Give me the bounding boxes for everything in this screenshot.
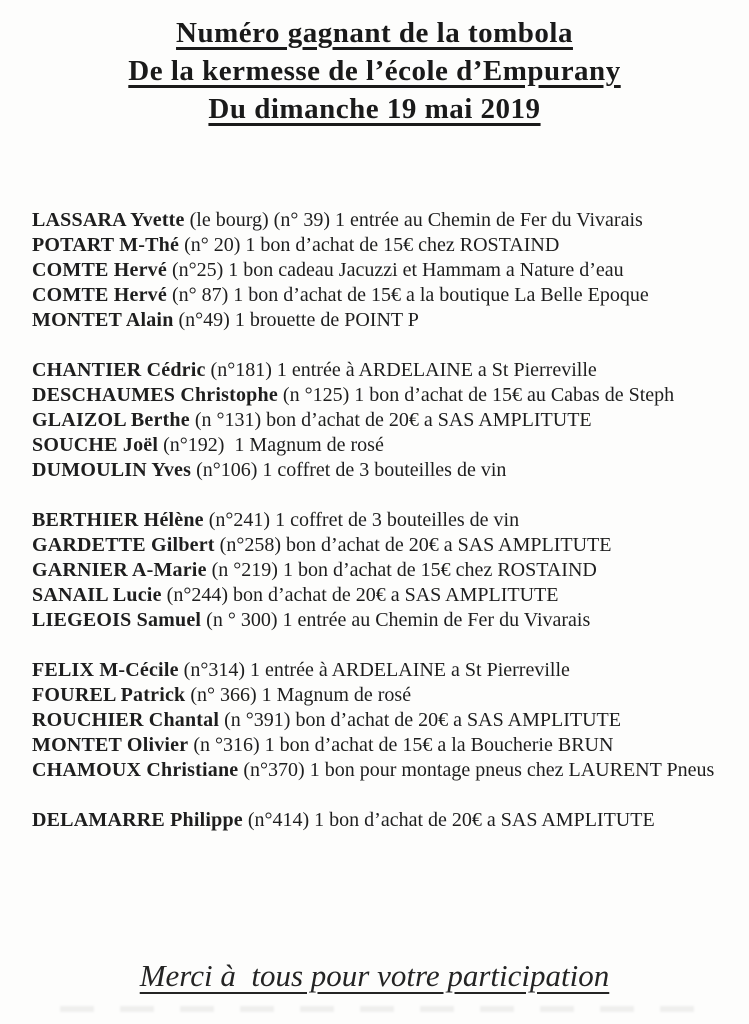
winner-entry (32, 808, 725, 833)
winner-block (32, 808, 725, 833)
winner-prize: (n° 366) 1 Magnum de rosé (185, 684, 412, 706)
winner-entry (32, 608, 725, 633)
winner-entry (32, 208, 725, 233)
winner-prize: (n °131) bon d’achat de 20€ a SAS AMPLITUTE (189, 409, 592, 431)
winner-name: LASSARA Yvette (32, 209, 185, 231)
footer-text: Merci à tous pour votre participation (139, 958, 610, 993)
winner-block (32, 658, 725, 783)
winner-prize: (n °316) 1 bon d’achat de 15€ a la Boucherie BRUN (188, 734, 614, 756)
winner-prize: (n°192) 1 Magnum de rosé (158, 434, 384, 456)
winner-name: DELAMARRE Philippe (32, 809, 243, 831)
winner-name: CHANTIER Cédric (32, 359, 206, 381)
winner-entry (32, 583, 725, 608)
winner-prize: (n°314) 1 entrée à ARDELAINE a St Pierreville (178, 659, 570, 681)
winner-prize: (n°25) 1 bon cadeau Jacuzzi et Hammam a Nature d’eau (166, 259, 624, 281)
winner-entry (32, 708, 725, 733)
winner-name: SOUCHE Joël (32, 434, 159, 456)
winner-prize: (le bourg) (n° 39) 1 entrée au Chemin de Fer du Vivarais (184, 209, 643, 231)
winner-prize: (n° 20) 1 bon d’achat de 15€ chez ROSTAIND (179, 234, 560, 256)
winner-name: MONTET Alain (32, 309, 174, 331)
title-line-1: Numéro gagnant de la tombola (176, 17, 573, 49)
winner-entry (32, 308, 725, 333)
winner-prize: (n°106) 1 coffret de 3 bouteilles de vin (191, 459, 507, 481)
document-footer (0, 956, 749, 996)
winner-entry (32, 383, 725, 408)
winner-name: DESCHAUMES Christophe (32, 384, 278, 406)
winner-block (32, 508, 725, 633)
winner-entry (32, 683, 725, 708)
winner-name: CHAMOUX Christiane (32, 759, 239, 781)
winner-entry (32, 358, 725, 383)
winner-entry (32, 408, 725, 433)
winner-prize: (n°49) 1 brouette de POINT P (173, 309, 419, 331)
winner-prize: (n°258) bon d’achat de 20€ a SAS AMPLITUTE (214, 534, 612, 556)
winner-prize: (n°370) 1 bon pour montage pneus chez LAURENT Pneus (238, 759, 715, 781)
winner-entry (32, 508, 725, 533)
winners-list (32, 208, 725, 833)
winner-name: MONTET Olivier (32, 734, 189, 756)
winner-name: GARNIER A-Marie (32, 559, 207, 581)
winner-prize: (n°244) bon d’achat de 20€ a SAS AMPLITUTE (161, 584, 559, 606)
winner-entry (32, 658, 725, 683)
winner-prize: (n° 87) 1 bon d’achat de 15€ a la boutique La Belle Epoque (166, 284, 649, 306)
winner-name: POTART M-Thé (32, 234, 180, 256)
winner-name: FELIX M-Cécile (32, 659, 179, 681)
winner-entry (32, 233, 725, 258)
winner-block (32, 208, 725, 333)
winner-entry (32, 458, 725, 483)
winner-name: DUMOULIN Yves (32, 459, 192, 481)
winner-prize: (n °391) bon d’achat de 20€ a SAS AMPLITUTE (219, 709, 621, 731)
scan-artifact (60, 1006, 709, 1012)
winner-name: SANAIL Lucie (32, 584, 162, 606)
winner-entry (32, 258, 725, 283)
winner-name: FOUREL Patrick (32, 684, 186, 706)
title-line-2: De la kermesse de l’école d’Empurany (128, 55, 621, 87)
winner-prize: (n ° 300) 1 entrée au Chemin de Fer du Vivarais (201, 609, 591, 631)
winner-prize: (n°414) 1 bon d’achat de 20€ a SAS AMPLITUTE (242, 809, 655, 831)
winner-name: COMTE Hervé (32, 284, 167, 306)
winner-entry (32, 283, 725, 308)
winner-prize: (n°181) 1 entrée à ARDELAINE a St Pierreville (205, 359, 597, 381)
winner-name: LIEGEOIS Samuel (32, 609, 202, 631)
title-line-3: Du dimanche 19 mai 2019 (208, 93, 541, 125)
winner-entry (32, 533, 725, 558)
winner-block (32, 358, 725, 483)
winner-prize: (n °219) 1 bon d’achat de 15€ chez ROSTAIND (206, 559, 597, 581)
winner-entry (32, 733, 725, 758)
winner-entry (32, 758, 725, 783)
winner-prize: (n°241) 1 coffret de 3 bouteilles de vin (203, 509, 520, 531)
winner-entry (32, 433, 725, 458)
winner-prize: (n °125) 1 bon d’achat de 15€ au Cabas de Steph (277, 384, 675, 406)
winner-name: BERTHIER Hélène (32, 509, 204, 531)
winner-name: GARDETTE Gilbert (32, 534, 215, 556)
document-header (0, 14, 749, 128)
winner-name: ROUCHIER Chantal (32, 709, 220, 731)
winner-entry (32, 558, 725, 583)
winner-name: COMTE Hervé (32, 259, 167, 281)
winner-name: GLAIZOL Berthe (32, 409, 190, 431)
